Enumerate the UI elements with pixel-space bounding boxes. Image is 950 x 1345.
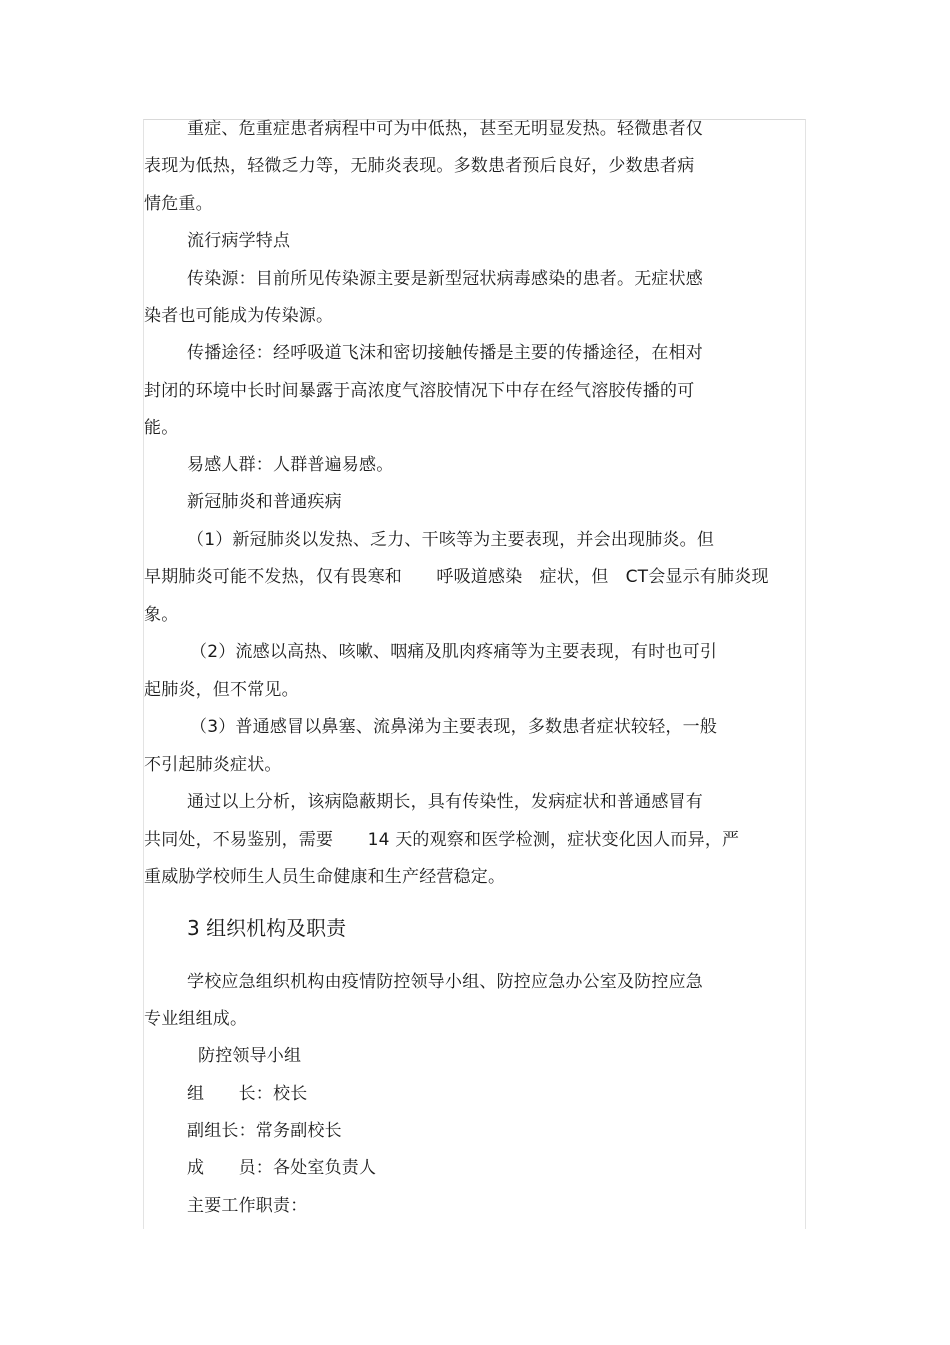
text-line: 早期肺炎可能不发热，仅有畏寒和 呼吸道感染 症状，但 CT会显示有肺炎现 <box>144 567 769 587</box>
subheading: 新冠肺炎和普通疾病 <box>187 492 342 512</box>
text-line: 易感人群：人群普遍易感。 <box>187 455 394 475</box>
text-line: 通过以上分析，该病隐蔽期长，具有传染性，发病症状和普通感冒有 <box>187 792 703 812</box>
text-line: 重威胁学校师生人员生命健康和生产经营稳定。 <box>144 867 506 887</box>
text-line: 起肺炎，但不常见。 <box>144 680 299 700</box>
text-line: 传播途径：经呼吸道飞沫和密切接触传播是主要的传播途径，在相对 <box>187 343 703 363</box>
text-line: 组 长：校长 <box>187 1084 308 1104</box>
text-line: 学校应急组织机构由疫情防控领导小组、防控应急办公室及防控应急 <box>187 972 703 992</box>
text-line: 不引起肺炎症状。 <box>144 755 282 775</box>
subheading: 流行病学特点 <box>187 231 291 251</box>
text-line: 传染源：目前所见传染源主要是新型冠状病毒感染的患者。无症状感 <box>187 269 703 289</box>
subheading: 防控领导小组 <box>198 1046 302 1066</box>
text-line: 共同处，不易鉴别，需要 14 天的观察和医学检测，症状变化因人而异，严 <box>144 830 740 850</box>
text-line: 副组长：常务副校长 <box>187 1121 342 1141</box>
text-line: 主要工作职责： <box>187 1196 308 1216</box>
section-heading: 3 组织机构及职责 <box>187 916 347 940</box>
text-line: 专业组组成。 <box>144 1009 248 1029</box>
text-line: 情危重。 <box>144 194 213 214</box>
text-line: （3）普通感冒以鼻塞、流鼻涕为主要表现，多数患者症状较轻，一般 <box>190 717 718 737</box>
text-line: （1）新冠肺炎以发热、乏力、干咳等为主要表现，并会出现肺炎。但 <box>187 530 715 550</box>
text-line: 封闭的环境中长时间暴露于高浓度气溶胶情况下中存在经气溶胶传播的可 <box>144 381 695 401</box>
text-line: 象。 <box>144 605 179 625</box>
text-line: （2）流感以高热、咳嗽、咽痛及肌肉疼痛等为主要表现，有时也可引 <box>190 642 718 662</box>
text-line: 表现为低热，轻微乏力等，无肺炎表现。多数患者预后良好，少数患者病 <box>144 156 695 176</box>
text-line: 染者也可能成为传染源。 <box>144 306 334 326</box>
text-line: 成 员：各处室负责人 <box>187 1158 377 1178</box>
text-line: 能。 <box>144 418 179 438</box>
text-line: 重症、危重症患者病程中可为中低热，甚至无明显发热。轻微患者仅 <box>187 119 703 139</box>
